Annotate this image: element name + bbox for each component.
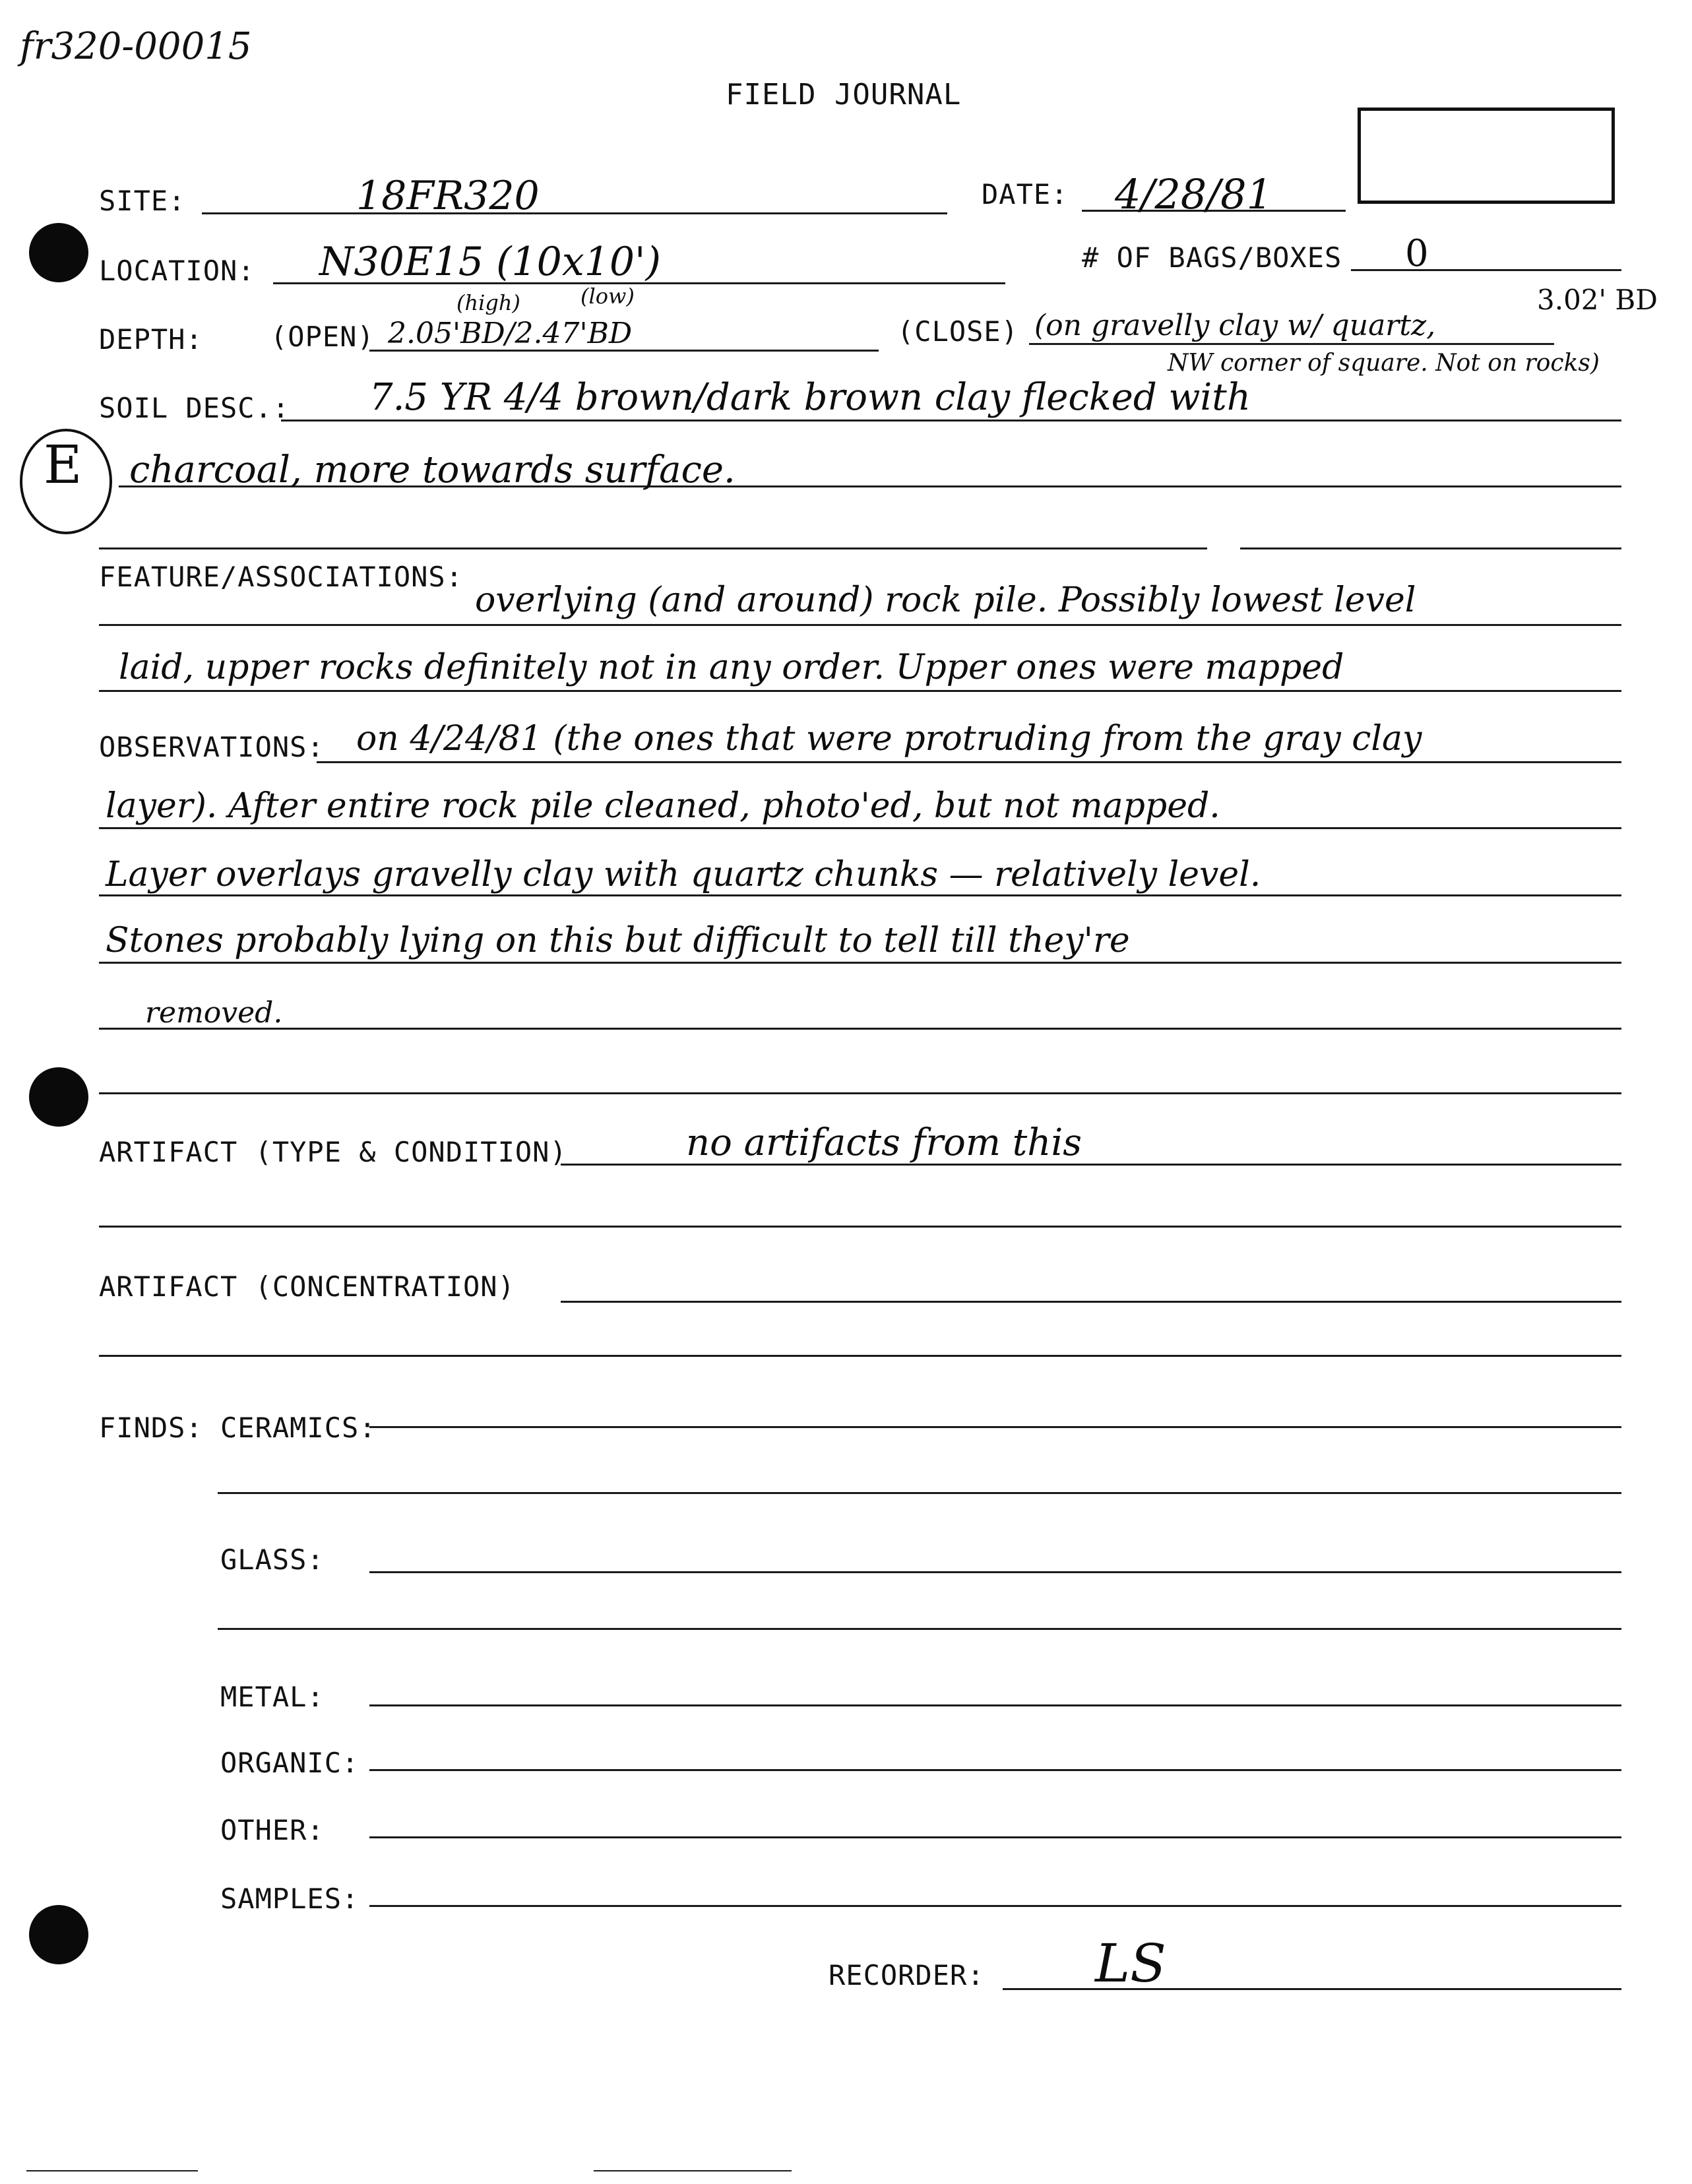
- features-line-1: [99, 624, 1621, 626]
- artifact-type-line-2: [99, 1226, 1621, 1228]
- depth-close-depth: 3.02' BD: [1537, 284, 1658, 316]
- site-line: [202, 212, 947, 214]
- artifact-conc-line: [561, 1301, 1621, 1303]
- samples-line: [369, 1905, 1621, 1907]
- features-value-line-2: laid, upper rocks definitely not in any order. Upper ones were mapped: [119, 648, 1344, 687]
- site-label: SITE:: [99, 185, 186, 217]
- depth-open-low-note: (low): [580, 284, 635, 309]
- punch-hole-bottom: [29, 1905, 88, 1964]
- observations-label: OBSERVATIONS:: [99, 731, 325, 763]
- observations-value-line-1: on 4/24/81 (the ones that were protruding from the gray clay: [356, 719, 1422, 759]
- other-line: [369, 1836, 1621, 1838]
- ceramics-line: [369, 1426, 1621, 1428]
- soil-value-line-1: 7.5 YR 4/4 brown/dark brown clay flecked with: [369, 376, 1251, 419]
- date-value: 4/28/81: [1115, 170, 1273, 218]
- document-id: fr320-00015: [20, 25, 252, 68]
- bags-line: [1351, 269, 1621, 271]
- depth-open-label: (OPEN): [270, 321, 375, 353]
- observations-line-2: [99, 827, 1621, 829]
- depth-close-note: NW corner of square. Not on rocks): [1168, 350, 1600, 377]
- observations-line-6: [99, 1092, 1621, 1094]
- observations-value-line-3: Layer overlays gravelly clay with quartz chunks — relatively level.: [106, 855, 1261, 894]
- ceramics-label: CERAMICS:: [220, 1412, 377, 1444]
- observations-value-line-4: Stones probably lying on this but difficult to tell till they're: [106, 921, 1130, 960]
- other-label: OTHER:: [220, 1814, 325, 1846]
- location-value: N30E15 (10x10'): [319, 239, 661, 285]
- depth-close-label: (CLOSE): [897, 315, 1019, 348]
- soil-label: SOIL DESC.:: [99, 392, 290, 424]
- observations-line-5: [99, 1028, 1621, 1030]
- organic-label: ORGANIC:: [220, 1747, 360, 1779]
- punch-hole-middle: [29, 1067, 88, 1127]
- depth-label: DEPTH:: [99, 323, 203, 356]
- depth-close-value: (on gravelly clay w/ quartz,: [1034, 309, 1436, 342]
- glass-line: [369, 1571, 1621, 1573]
- observations-line-1: [317, 761, 1621, 763]
- samples-label: SAMPLES:: [220, 1883, 360, 1915]
- bags-value: 0: [1405, 232, 1429, 275]
- observations-line-4: [99, 962, 1621, 964]
- recorder-label: RECORDER:: [829, 1959, 985, 1991]
- bottom-edge-line: [26, 2170, 198, 2171]
- features-label: FEATURE/ASSOCIATIONS:: [99, 561, 464, 593]
- finds-label: FINDS:: [99, 1412, 203, 1444]
- artifact-type-value: no artifacts from this: [686, 1121, 1082, 1164]
- observations-value-line-5: removed.: [145, 996, 283, 1030]
- glass-line-2: [218, 1628, 1621, 1630]
- bags-label: # OF BAGS/BOXES: [1082, 241, 1342, 274]
- soil-value-line-2: charcoal, more towards surface.: [129, 449, 736, 491]
- observations-line-3: [99, 894, 1621, 896]
- soil-line-3: [99, 547, 1207, 549]
- observations-value-line-2: layer). After entire rock pile cleaned, photo'ed, but not mapped.: [106, 786, 1220, 826]
- recorder-value: LS: [1095, 1933, 1166, 1994]
- bottom-edge-line-2: [594, 2170, 792, 2171]
- depth-open-high-note: (high): [456, 290, 520, 315]
- soil-line-4: [1240, 547, 1621, 549]
- location-label: LOCATION:: [99, 255, 255, 287]
- depth-open-value: 2.05'BD/2.47'BD: [388, 317, 633, 350]
- features-line-2: [99, 690, 1621, 692]
- metal-line: [369, 1704, 1621, 1706]
- metal-label: METAL:: [220, 1681, 325, 1713]
- date-label: DATE:: [982, 178, 1069, 210]
- stamp-box: [1358, 108, 1615, 204]
- artifact-conc-line-2: [99, 1355, 1621, 1357]
- soil-line-1: [281, 420, 1621, 421]
- ceramics-line-2: [218, 1492, 1621, 1494]
- artifact-conc-label: ARTIFACT (CONCENTRATION): [99, 1270, 515, 1303]
- page-title: FIELD JOURNAL: [726, 78, 962, 111]
- punch-hole-top: [29, 223, 88, 282]
- organic-line: [369, 1769, 1621, 1771]
- depth-close-line: [1029, 343, 1554, 345]
- artifact-type-label: ARTIFACT (TYPE & CONDITION): [99, 1136, 567, 1168]
- glass-label: GLASS:: [220, 1544, 325, 1576]
- features-value-line-1: overlying (and around) rock pile. Possibly lowest level: [475, 580, 1416, 620]
- site-value: 18FR320: [356, 173, 540, 219]
- margin-mark: E: [44, 434, 82, 495]
